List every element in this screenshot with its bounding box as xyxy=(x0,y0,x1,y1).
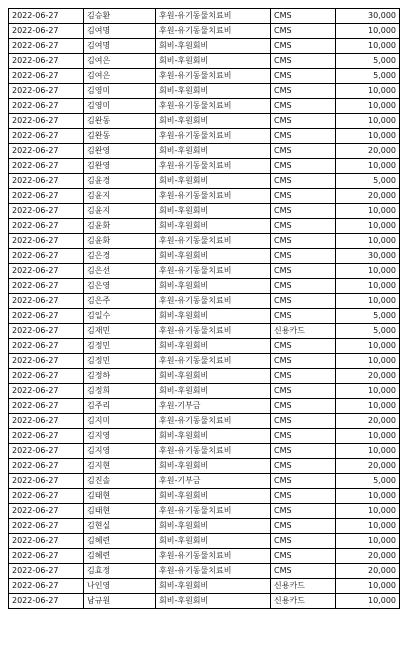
date-cell: 2022-06-27 xyxy=(9,504,84,519)
table-row xyxy=(9,219,400,234)
table-row xyxy=(9,69,400,84)
payment-method-cell: CMS xyxy=(271,489,336,504)
payment-method-cell: CMS xyxy=(271,39,336,54)
table-row xyxy=(9,339,400,354)
date-cell: 2022-06-27 xyxy=(9,264,84,279)
purpose-cell: 회비-후원회비 xyxy=(156,459,271,474)
amount-cell: 10,000 xyxy=(336,579,400,594)
table-row xyxy=(9,474,400,489)
date-cell: 2022-06-27 xyxy=(9,534,84,549)
donor-name-cell: 김정희 xyxy=(84,384,156,399)
date-cell: 2022-06-27 xyxy=(9,519,84,534)
amount-cell: 10,000 xyxy=(336,534,400,549)
date-cell: 2022-06-27 xyxy=(9,384,84,399)
table-row xyxy=(9,429,400,444)
purpose-cell: 회비-후원회비 xyxy=(156,84,271,99)
table-row xyxy=(9,249,400,264)
date-cell: 2022-06-27 xyxy=(9,339,84,354)
table-row xyxy=(9,129,400,144)
payment-method-cell: CMS xyxy=(271,69,336,84)
payment-method-cell: CMS xyxy=(271,549,336,564)
amount-cell: 10,000 xyxy=(336,504,400,519)
amount-cell: 20,000 xyxy=(336,369,400,384)
donor-name-cell: 김윤화 xyxy=(84,234,156,249)
purpose-cell: 회비-후원회비 xyxy=(156,54,271,69)
payment-method-cell: CMS xyxy=(271,84,336,99)
table-row xyxy=(9,354,400,369)
table-row xyxy=(9,459,400,474)
donor-name-cell: 김주리 xyxy=(84,399,156,414)
purpose-cell: 후원-유기동물치료비 xyxy=(156,24,271,39)
table-row xyxy=(9,369,400,384)
purpose-cell: 후원-유기동물치료비 xyxy=(156,324,271,339)
payment-method-cell: CMS xyxy=(271,354,336,369)
donor-name-cell: 김여은 xyxy=(84,54,156,69)
purpose-cell: 후원-유기동물치료비 xyxy=(156,354,271,369)
table-row xyxy=(9,414,400,429)
date-cell: 2022-06-27 xyxy=(9,129,84,144)
purpose-cell: 회비-후원회비 xyxy=(156,519,271,534)
donor-name-cell: 김정민 xyxy=(84,354,156,369)
payment-method-cell: 신용카드 xyxy=(271,579,336,594)
payment-method-cell: CMS xyxy=(271,249,336,264)
purpose-cell: 회비-후원회비 xyxy=(156,534,271,549)
amount-cell: 5,000 xyxy=(336,69,400,84)
date-cell: 2022-06-27 xyxy=(9,9,84,24)
purpose-cell: 회비-후원회비 xyxy=(156,594,271,609)
table-row xyxy=(9,504,400,519)
date-cell: 2022-06-27 xyxy=(9,489,84,504)
date-cell: 2022-06-27 xyxy=(9,549,84,564)
table-row xyxy=(9,264,400,279)
amount-cell: 5,000 xyxy=(336,309,400,324)
purpose-cell: 회비-후원회비 xyxy=(156,429,271,444)
payment-method-cell: CMS xyxy=(271,54,336,69)
donation-table-body xyxy=(9,9,400,609)
payment-method-cell: CMS xyxy=(271,279,336,294)
amount-cell: 10,000 xyxy=(336,444,400,459)
donor-name-cell: 김승환 xyxy=(84,9,156,24)
table-row xyxy=(9,309,400,324)
date-cell: 2022-06-27 xyxy=(9,414,84,429)
donor-name-cell: 김태현 xyxy=(84,489,156,504)
donor-name-cell: 김은주 xyxy=(84,294,156,309)
table-row xyxy=(9,159,400,174)
table-row xyxy=(9,54,400,69)
table-row xyxy=(9,519,400,534)
amount-cell: 30,000 xyxy=(336,9,400,24)
amount-cell: 20,000 xyxy=(336,564,400,579)
payment-method-cell: CMS xyxy=(271,189,336,204)
amount-cell: 10,000 xyxy=(336,264,400,279)
date-cell: 2022-06-27 xyxy=(9,114,84,129)
amount-cell: 10,000 xyxy=(336,384,400,399)
date-cell: 2022-06-27 xyxy=(9,99,84,114)
date-cell: 2022-06-27 xyxy=(9,294,84,309)
donor-name-cell: 김완동 xyxy=(84,129,156,144)
amount-cell: 20,000 xyxy=(336,549,400,564)
amount-cell: 10,000 xyxy=(336,204,400,219)
donor-name-cell: 김지영 xyxy=(84,429,156,444)
amount-cell: 10,000 xyxy=(336,399,400,414)
donor-name-cell: 김영미 xyxy=(84,84,156,99)
amount-cell: 10,000 xyxy=(336,489,400,504)
amount-cell: 30,000 xyxy=(336,249,400,264)
amount-cell: 10,000 xyxy=(336,84,400,99)
donor-name-cell: 김정민 xyxy=(84,339,156,354)
donor-name-cell: 김완영 xyxy=(84,159,156,174)
amount-cell: 10,000 xyxy=(336,234,400,249)
amount-cell: 10,000 xyxy=(336,99,400,114)
table-row xyxy=(9,384,400,399)
payment-method-cell: CMS xyxy=(271,444,336,459)
donor-name-cell: 김정하 xyxy=(84,369,156,384)
purpose-cell: 회비-후원회비 xyxy=(156,384,271,399)
donor-name-cell: 김태현 xyxy=(84,504,156,519)
payment-method-cell: CMS xyxy=(271,519,336,534)
donor-name-cell: 김효정 xyxy=(84,564,156,579)
payment-method-cell: CMS xyxy=(271,9,336,24)
amount-cell: 10,000 xyxy=(336,114,400,129)
amount-cell: 20,000 xyxy=(336,414,400,429)
payment-method-cell: CMS xyxy=(271,399,336,414)
amount-cell: 20,000 xyxy=(336,144,400,159)
amount-cell: 20,000 xyxy=(336,189,400,204)
payment-method-cell: CMS xyxy=(271,234,336,249)
donor-name-cell: 남규원 xyxy=(84,594,156,609)
payment-method-cell: CMS xyxy=(271,114,336,129)
purpose-cell: 후원-유기동물치료비 xyxy=(156,444,271,459)
purpose-cell: 후원-기부금 xyxy=(156,399,271,414)
purpose-cell: 회비-후원회비 xyxy=(156,489,271,504)
amount-cell: 10,000 xyxy=(336,129,400,144)
purpose-cell: 후원-유기동물치료비 xyxy=(156,189,271,204)
purpose-cell: 후원-유기동물치료비 xyxy=(156,159,271,174)
purpose-cell: 회비-후원회비 xyxy=(156,144,271,159)
table-row xyxy=(9,174,400,189)
purpose-cell: 후원-유기동물치료비 xyxy=(156,9,271,24)
date-cell: 2022-06-27 xyxy=(9,189,84,204)
table-row xyxy=(9,579,400,594)
amount-cell: 10,000 xyxy=(336,279,400,294)
purpose-cell: 후원-유기동물치료비 xyxy=(156,294,271,309)
table-row xyxy=(9,84,400,99)
purpose-cell: 후원-유기동물치료비 xyxy=(156,504,271,519)
amount-cell: 10,000 xyxy=(336,219,400,234)
donation-table-container xyxy=(8,8,400,609)
payment-method-cell: CMS xyxy=(271,384,336,399)
amount-cell: 20,000 xyxy=(336,459,400,474)
amount-cell: 10,000 xyxy=(336,594,400,609)
payment-method-cell: 신용카드 xyxy=(271,324,336,339)
donor-name-cell: 김윤화 xyxy=(84,219,156,234)
payment-method-cell: CMS xyxy=(271,294,336,309)
payment-method-cell: CMS xyxy=(271,144,336,159)
donation-table xyxy=(8,8,400,609)
purpose-cell: 후원-유기동물치료비 xyxy=(156,129,271,144)
purpose-cell: 후원-유기동물치료비 xyxy=(156,99,271,114)
payment-method-cell: CMS xyxy=(271,24,336,39)
date-cell: 2022-06-27 xyxy=(9,279,84,294)
purpose-cell: 회비-후원회비 xyxy=(156,339,271,354)
purpose-cell: 후원-기부금 xyxy=(156,474,271,489)
purpose-cell: 회비-후원회비 xyxy=(156,579,271,594)
donor-name-cell: 김영미 xyxy=(84,99,156,114)
date-cell: 2022-06-27 xyxy=(9,69,84,84)
table-row xyxy=(9,144,400,159)
donor-name-cell: 김여명 xyxy=(84,24,156,39)
donor-name-cell: 김윤지 xyxy=(84,189,156,204)
payment-method-cell: CMS xyxy=(271,474,336,489)
table-row xyxy=(9,189,400,204)
payment-method-cell: CMS xyxy=(271,159,336,174)
table-row xyxy=(9,24,400,39)
date-cell: 2022-06-27 xyxy=(9,174,84,189)
purpose-cell: 후원-유기동물치료비 xyxy=(156,234,271,249)
purpose-cell: 회비-후원회비 xyxy=(156,114,271,129)
donor-name-cell: 김여은 xyxy=(84,69,156,84)
donor-name-cell: 김지미 xyxy=(84,414,156,429)
purpose-cell: 회비-후원회비 xyxy=(156,39,271,54)
amount-cell: 10,000 xyxy=(336,519,400,534)
table-row xyxy=(9,39,400,54)
date-cell: 2022-06-27 xyxy=(9,354,84,369)
purpose-cell: 회비-후원회비 xyxy=(156,249,271,264)
amount-cell: 10,000 xyxy=(336,24,400,39)
payment-method-cell: CMS xyxy=(271,504,336,519)
date-cell: 2022-06-27 xyxy=(9,159,84,174)
purpose-cell: 회비-후원회비 xyxy=(156,204,271,219)
payment-method-cell: CMS xyxy=(271,429,336,444)
donor-name-cell: 김혜련 xyxy=(84,534,156,549)
donor-name-cell: 김진솔 xyxy=(84,474,156,489)
amount-cell: 10,000 xyxy=(336,39,400,54)
amount-cell: 5,000 xyxy=(336,174,400,189)
amount-cell: 10,000 xyxy=(336,339,400,354)
date-cell: 2022-06-27 xyxy=(9,309,84,324)
payment-method-cell: CMS xyxy=(271,219,336,234)
amount-cell: 10,000 xyxy=(336,294,400,309)
donor-name-cell: 김혜련 xyxy=(84,549,156,564)
donor-name-cell: 김은선 xyxy=(84,264,156,279)
table-row xyxy=(9,9,400,24)
amount-cell: 5,000 xyxy=(336,474,400,489)
table-row xyxy=(9,324,400,339)
payment-method-cell: CMS xyxy=(271,459,336,474)
table-row xyxy=(9,234,400,249)
date-cell: 2022-06-27 xyxy=(9,24,84,39)
donor-name-cell: 김윤지 xyxy=(84,204,156,219)
table-row xyxy=(9,279,400,294)
purpose-cell: 회비-후원회비 xyxy=(156,279,271,294)
amount-cell: 5,000 xyxy=(336,324,400,339)
purpose-cell: 후원-유기동물치료비 xyxy=(156,264,271,279)
date-cell: 2022-06-27 xyxy=(9,369,84,384)
purpose-cell: 후원-유기동물치료비 xyxy=(156,414,271,429)
date-cell: 2022-06-27 xyxy=(9,474,84,489)
date-cell: 2022-06-27 xyxy=(9,429,84,444)
donor-name-cell: 김지영 xyxy=(84,444,156,459)
table-row xyxy=(9,549,400,564)
payment-method-cell: CMS xyxy=(271,264,336,279)
amount-cell: 5,000 xyxy=(336,54,400,69)
table-row xyxy=(9,564,400,579)
date-cell: 2022-06-27 xyxy=(9,594,84,609)
date-cell: 2022-06-27 xyxy=(9,39,84,54)
payment-method-cell: CMS xyxy=(271,99,336,114)
payment-method-cell: CMS xyxy=(271,129,336,144)
donor-name-cell: 김완영 xyxy=(84,144,156,159)
table-row xyxy=(9,444,400,459)
date-cell: 2022-06-27 xyxy=(9,204,84,219)
amount-cell: 10,000 xyxy=(336,429,400,444)
table-row xyxy=(9,114,400,129)
payment-method-cell: CMS xyxy=(271,309,336,324)
payment-method-cell: CMS xyxy=(271,174,336,189)
purpose-cell: 후원-유기동물치료비 xyxy=(156,69,271,84)
table-row xyxy=(9,294,400,309)
date-cell: 2022-06-27 xyxy=(9,219,84,234)
table-row xyxy=(9,489,400,504)
date-cell: 2022-06-27 xyxy=(9,399,84,414)
donor-name-cell: 김윤경 xyxy=(84,174,156,189)
purpose-cell: 회비-후원회비 xyxy=(156,369,271,384)
payment-method-cell: 신용카드 xyxy=(271,594,336,609)
payment-method-cell: CMS xyxy=(271,534,336,549)
date-cell: 2022-06-27 xyxy=(9,444,84,459)
purpose-cell: 회비-후원회비 xyxy=(156,174,271,189)
payment-method-cell: CMS xyxy=(271,414,336,429)
date-cell: 2022-06-27 xyxy=(9,324,84,339)
donor-name-cell: 김재민 xyxy=(84,324,156,339)
donor-name-cell: 나인영 xyxy=(84,579,156,594)
donor-name-cell: 김지현 xyxy=(84,459,156,474)
date-cell: 2022-06-27 xyxy=(9,84,84,99)
date-cell: 2022-06-27 xyxy=(9,579,84,594)
donor-name-cell: 김현실 xyxy=(84,519,156,534)
date-cell: 2022-06-27 xyxy=(9,234,84,249)
date-cell: 2022-06-27 xyxy=(9,459,84,474)
date-cell: 2022-06-27 xyxy=(9,249,84,264)
date-cell: 2022-06-27 xyxy=(9,144,84,159)
payment-method-cell: CMS xyxy=(271,369,336,384)
donor-name-cell: 김일수 xyxy=(84,309,156,324)
purpose-cell: 회비-후원회비 xyxy=(156,219,271,234)
purpose-cell: 회비-후원회비 xyxy=(156,309,271,324)
date-cell: 2022-06-27 xyxy=(9,564,84,579)
donor-name-cell: 김은경 xyxy=(84,249,156,264)
donor-name-cell: 김여명 xyxy=(84,39,156,54)
date-cell: 2022-06-27 xyxy=(9,54,84,69)
payment-method-cell: CMS xyxy=(271,204,336,219)
payment-method-cell: CMS xyxy=(271,564,336,579)
table-row xyxy=(9,204,400,219)
donor-name-cell: 김은영 xyxy=(84,279,156,294)
payment-method-cell: CMS xyxy=(271,339,336,354)
amount-cell: 10,000 xyxy=(336,159,400,174)
donor-name-cell: 김완동 xyxy=(84,114,156,129)
table-row xyxy=(9,594,400,609)
table-row xyxy=(9,399,400,414)
amount-cell: 10,000 xyxy=(336,354,400,369)
purpose-cell: 후원-유기동물치료비 xyxy=(156,549,271,564)
purpose-cell: 후원-유기동물치료비 xyxy=(156,564,271,579)
table-row xyxy=(9,534,400,549)
table-row xyxy=(9,99,400,114)
